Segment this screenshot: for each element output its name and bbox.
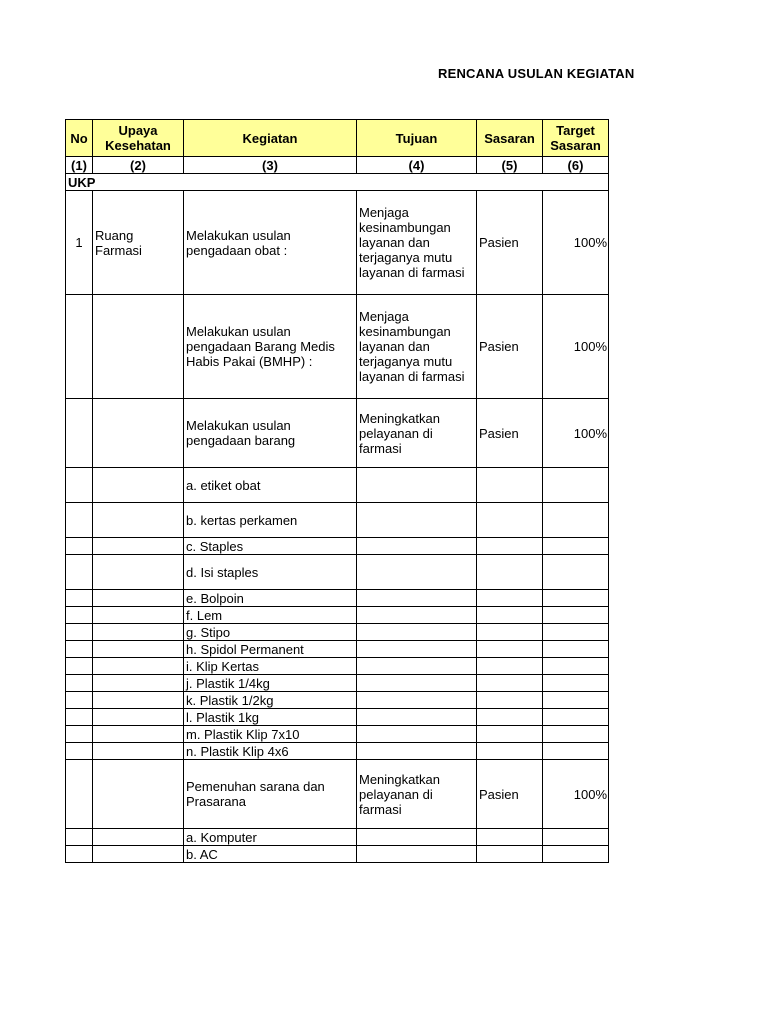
cell-upaya <box>93 829 184 846</box>
cell-target <box>543 743 609 760</box>
cell-sasaran: Pasien <box>477 760 543 829</box>
cell-kegiatan: Pemenuhan sarana dan Prasarana <box>184 760 357 829</box>
cell-upaya <box>93 692 184 709</box>
cell-sasaran <box>477 555 543 590</box>
cell-target <box>543 468 609 503</box>
cell-no <box>66 399 93 468</box>
table-row <box>66 829 609 846</box>
cell-sasaran <box>477 692 543 709</box>
cell-target <box>543 709 609 726</box>
cell-tujuan <box>357 726 477 743</box>
cell-tujuan <box>357 590 477 607</box>
cell-kegiatan: i. Klip Kertas <box>184 658 357 675</box>
cell-no <box>66 743 93 760</box>
table-row <box>66 760 609 829</box>
cell-tujuan: Meningkatkan pelayanan di farmasi <box>357 399 477 468</box>
cell-tujuan <box>357 709 477 726</box>
cell-target: 100% <box>543 191 609 295</box>
cell-tujuan: Menjaga kesinambungan layanan dan terjaganya mutu layanan di farmasi <box>357 295 477 399</box>
cell-target <box>543 607 609 624</box>
cell-no <box>66 709 93 726</box>
cell-upaya <box>93 846 184 863</box>
cell-kegiatan: a. Komputer <box>184 829 357 846</box>
cell-target: 100% <box>543 399 609 468</box>
cell-upaya <box>93 726 184 743</box>
table-row <box>66 726 609 743</box>
cell-no <box>66 658 93 675</box>
column-number-row <box>66 157 609 174</box>
cell-sasaran <box>477 658 543 675</box>
cell-sasaran <box>477 641 543 658</box>
cell-sasaran <box>477 590 543 607</box>
cell-upaya <box>93 590 184 607</box>
cell-kegiatan: d. Isi staples <box>184 555 357 590</box>
cell-kegiatan: Melakukan usulan pengadaan obat : <box>184 191 357 295</box>
cell-no <box>66 846 93 863</box>
cell-tujuan <box>357 658 477 675</box>
table-row <box>66 607 609 624</box>
cell-no <box>66 295 93 399</box>
cell-tujuan <box>357 607 477 624</box>
table-row <box>66 675 609 692</box>
cell-sasaran <box>477 624 543 641</box>
cell-sasaran: Pasien <box>477 399 543 468</box>
cell-upaya <box>93 555 184 590</box>
cell-no <box>66 675 93 692</box>
cell-sasaran <box>477 829 543 846</box>
cell-kegiatan: f. Lem <box>184 607 357 624</box>
header-upaya: Upaya Kesehatan <box>93 120 184 157</box>
cell-no <box>66 503 93 538</box>
cell-target <box>543 846 609 863</box>
cell-kegiatan: g. Stipo <box>184 624 357 641</box>
cell-tujuan <box>357 743 477 760</box>
cell-kegiatan: Melakukan usulan pengadaan barang <box>184 399 357 468</box>
cell-tujuan <box>357 829 477 846</box>
cell-no <box>66 641 93 658</box>
cell-kegiatan: e. Bolpoin <box>184 590 357 607</box>
table-row <box>66 624 609 641</box>
cell-upaya <box>93 709 184 726</box>
cell-upaya <box>93 675 184 692</box>
cell-upaya <box>93 641 184 658</box>
cell-upaya <box>93 538 184 555</box>
cell-upaya <box>93 468 184 503</box>
cell-sasaran <box>477 709 543 726</box>
cell-upaya <box>93 624 184 641</box>
cell-kegiatan: m. Plastik Klip 7x10 <box>184 726 357 743</box>
cell-tujuan <box>357 503 477 538</box>
cell-upaya <box>93 658 184 675</box>
section-row <box>66 174 609 191</box>
table-row <box>66 692 609 709</box>
cell-target <box>543 726 609 743</box>
cell-no <box>66 726 93 743</box>
cell-kegiatan: b. AC <box>184 846 357 863</box>
cell-no <box>66 624 93 641</box>
cell-kegiatan: Melakukan usulan pengadaan Barang Medis Habis Pakai (BMHP) : <box>184 295 357 399</box>
cell-target <box>543 503 609 538</box>
cell-kegiatan: k. Plastik 1/2kg <box>184 692 357 709</box>
cell-tujuan: Menjaga kesinambungan layanan dan terjaganya mutu layanan di farmasi <box>357 191 477 295</box>
header-tujuan: Tujuan <box>357 120 477 157</box>
cell-kegiatan: l. Plastik 1kg <box>184 709 357 726</box>
cell-target <box>543 658 609 675</box>
cell-sasaran: Pasien <box>477 191 543 295</box>
cell-sasaran <box>477 607 543 624</box>
cell-no <box>66 760 93 829</box>
cell-kegiatan: a. etiket obat <box>184 468 357 503</box>
cell-no <box>66 555 93 590</box>
table-row <box>66 709 609 726</box>
cell-upaya <box>93 760 184 829</box>
plan-table <box>65 119 609 863</box>
cell-no: 1 <box>66 191 93 295</box>
cell-sasaran <box>477 468 543 503</box>
header-no: No <box>66 120 93 157</box>
cell-sasaran <box>477 503 543 538</box>
cell-target: 100% <box>543 760 609 829</box>
table-row <box>66 590 609 607</box>
cell-target <box>543 555 609 590</box>
cell-no <box>66 538 93 555</box>
cell-sasaran <box>477 743 543 760</box>
section-label: UKP <box>66 174 609 191</box>
col-number: (3) <box>184 157 357 174</box>
cell-tujuan <box>357 846 477 863</box>
header-row <box>66 120 609 157</box>
cell-tujuan <box>357 468 477 503</box>
col-number: (4) <box>357 157 477 174</box>
cell-kegiatan: b. kertas perkamen <box>184 503 357 538</box>
table-row <box>66 555 609 590</box>
table-row <box>66 399 609 468</box>
cell-sasaran <box>477 726 543 743</box>
cell-upaya <box>93 295 184 399</box>
cell-kegiatan: j. Plastik 1/4kg <box>184 675 357 692</box>
cell-sasaran: Pasien <box>477 295 543 399</box>
cell-no <box>66 590 93 607</box>
cell-target <box>543 641 609 658</box>
table-row <box>66 641 609 658</box>
cell-target <box>543 538 609 555</box>
header-sasaran: Sasaran <box>477 120 543 157</box>
header-kegiatan: Kegiatan <box>184 120 357 157</box>
col-number: (1) <box>66 157 93 174</box>
cell-kegiatan: n. Plastik Klip 4x6 <box>184 743 357 760</box>
cell-sasaran <box>477 538 543 555</box>
cell-target <box>543 692 609 709</box>
cell-no <box>66 829 93 846</box>
cell-upaya <box>93 607 184 624</box>
table-row <box>66 191 609 295</box>
table-row <box>66 743 609 760</box>
col-number: (6) <box>543 157 609 174</box>
cell-target <box>543 590 609 607</box>
table-row <box>66 846 609 863</box>
page-title: RENCANA USULAN KEGIATAN <box>438 66 635 81</box>
table-row <box>66 503 609 538</box>
cell-tujuan <box>357 555 477 590</box>
cell-upaya <box>93 399 184 468</box>
table-row <box>66 468 609 503</box>
col-number: (5) <box>477 157 543 174</box>
cell-upaya <box>93 743 184 760</box>
cell-tujuan <box>357 675 477 692</box>
table-row <box>66 538 609 555</box>
cell-no <box>66 692 93 709</box>
cell-sasaran <box>477 675 543 692</box>
cell-tujuan <box>357 624 477 641</box>
cell-no <box>66 468 93 503</box>
header-target: Target Sasaran <box>543 120 609 157</box>
cell-sasaran <box>477 846 543 863</box>
table-row <box>66 658 609 675</box>
cell-target <box>543 624 609 641</box>
cell-tujuan <box>357 641 477 658</box>
col-number: (2) <box>93 157 184 174</box>
cell-upaya: Ruang Farmasi <box>93 191 184 295</box>
cell-target <box>543 675 609 692</box>
table-row <box>66 295 609 399</box>
cell-tujuan <box>357 538 477 555</box>
cell-no <box>66 607 93 624</box>
cell-tujuan <box>357 692 477 709</box>
cell-tujuan: Meningkatkan pelayanan di farmasi <box>357 760 477 829</box>
cell-kegiatan: h. Spidol Permanent <box>184 641 357 658</box>
cell-kegiatan: c. Staples <box>184 538 357 555</box>
cell-target: 100% <box>543 295 609 399</box>
cell-target <box>543 829 609 846</box>
cell-upaya <box>93 503 184 538</box>
